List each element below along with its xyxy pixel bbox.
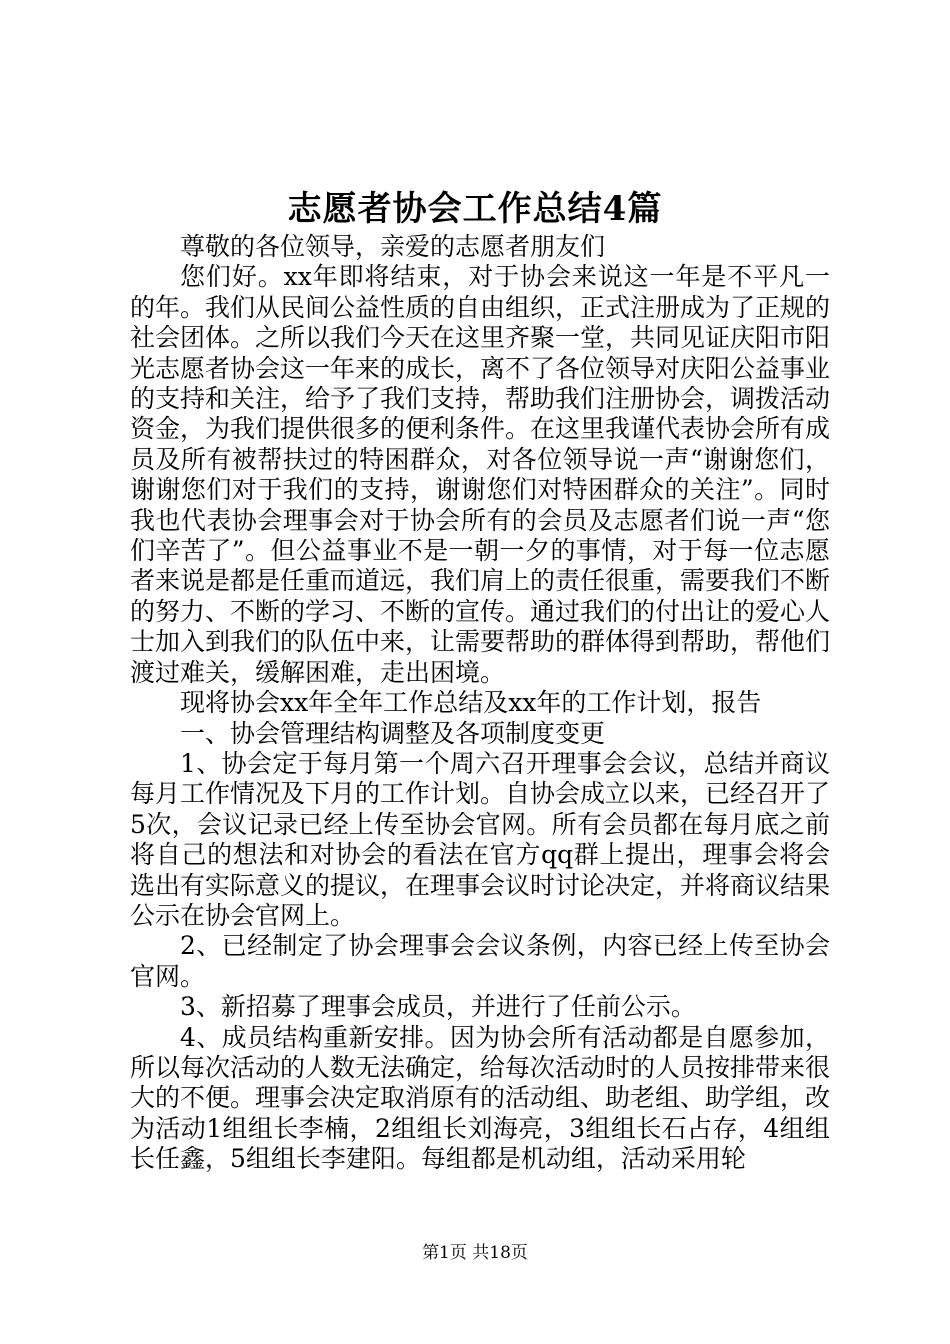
document-title: 志愿者协会工作总结4篇 [287,189,663,229]
paragraph-item-3: 3、新招募了理事会成员，并进行了任前公示。 [180,992,696,1022]
paragraph-item-4: 4、成员结构重新安排。因为协会所有活动都是自愿参加，所以每次活动的人数无法确定，给每次活动时的人员按排带来很大的不便。理事会决定取消原有的活动组、助老组、助学组，改为活动1组组长李楠，2组组长刘海亮，3组组长石占存，4组组长任鑫，5组组长李建阳。每组都是机动组，活动采用轮 [130,1022,831,1174]
paragraph-salutation: 尊敬的各位领导，亲爱的志愿者朋友们 [180,232,606,261]
document-body [130,232,830,1175]
paragraph-item-2: 2、已经制定了协会理事会会议条例，内容已经上传至协会官网。 [130,931,830,991]
paragraph-greeting: 您们好。xx年即将结束，对于协会来说这一年是不平凡一的年。我们从民间公益性质的自由组织，正式注册成为了正规的社会团体。之所以我们今天在这里齐聚一堂，共同见证庆阳市阳光志愿者协会这一年来的成长，离不了各位领导对庆阳公益事业的支持和关注，给予了我们支持，帮助我们注册协会，调拨活动资金，为我们提供很多的便利条件。在这里我谨代表协会所有成员及所有被帮扶过的特困群众，对各位领导说一声“谢谢您们，谢谢您们对于我们的支持，谢谢您们对特困群众的关注”。同时我也代表协会理事会对于协会所有的会员及志愿者们说一声“您们辛苦了”。但公益事业不是一朝一夕的事情，对于每一位志愿者来说是都是任重而道远，我们肩上的责任很重，需要我们不断的努力、不断的学习、不断的宣传。通过我们的付出让的爱心人士加入到我们的队伍中来，让需要帮助的群体得到帮助，帮他们渡过难关，缓解困难，走出困境。 [130,262,831,687]
paragraph-item-1: 1、协会定于每月第一个周六召开理事会会议，总结并商议每月工作情况及下月的工作计划。自协会成立以来，已经召开了5次，会议记录已经上传至协会官网。所有会员都在每月底之前将自己的想法和对协会的看法在官方qq群上提出，理事会将会选出有实际意义的提议，在理事会议时讨论决定，并将商议结果公示在协会官网上。 [130,748,831,930]
paragraph-report-intro: 现将协会xx年全年工作总结及xx年的工作计划，报告 [180,688,762,718]
page-footer: 第1页 共18页 [422,1243,528,1263]
section-heading-1: 一、协会管理结构调整及各项制度变更 [180,718,606,748]
